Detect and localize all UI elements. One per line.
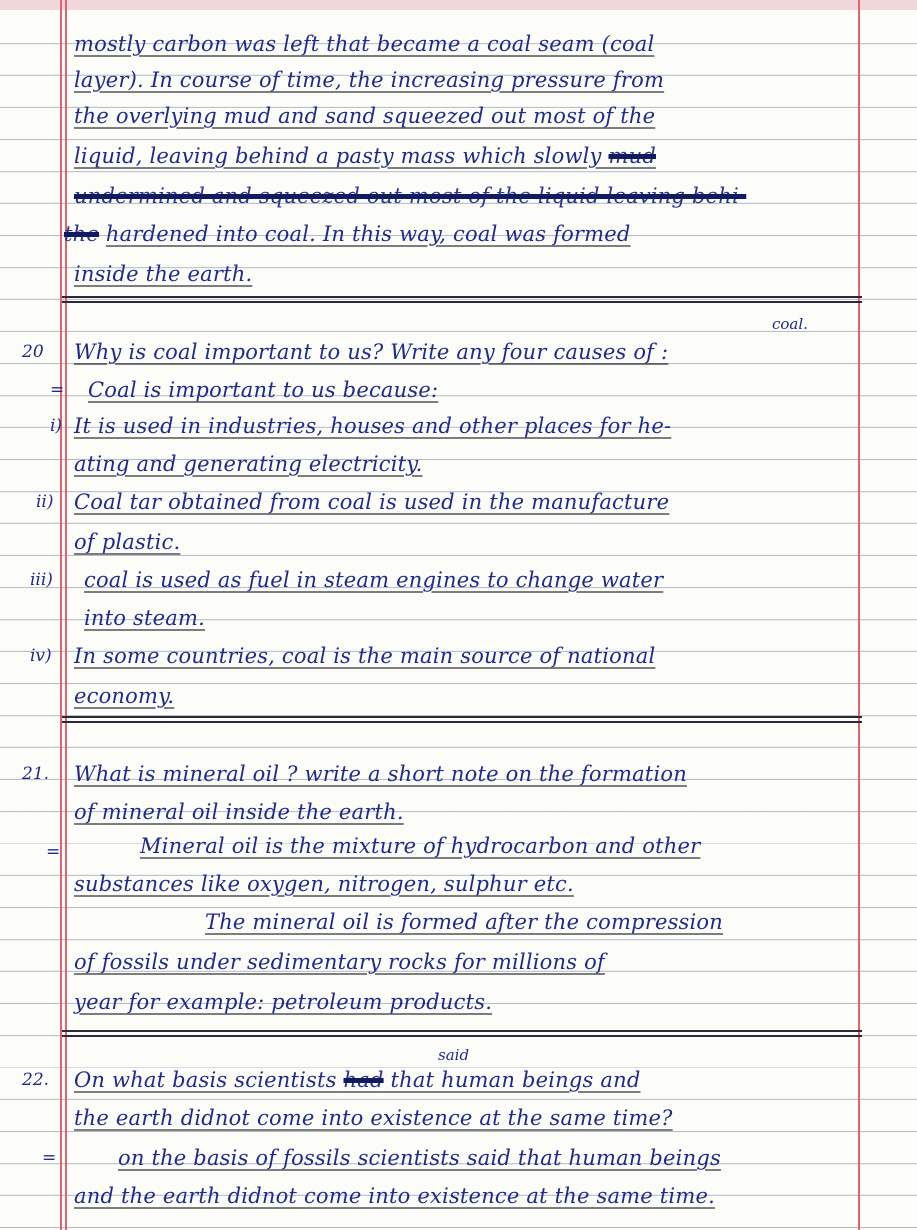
answer-mark: = [42, 1148, 57, 1168]
answer-text: year for example: petroleum products. [74, 990, 493, 1014]
text-line [64, 218, 631, 250]
text-segment: On what basis scientists [74, 1068, 337, 1092]
inserted-word: said [438, 1046, 470, 1064]
answer-text: Coal tar obtained from coal is used in the manufacture [74, 490, 670, 514]
question-text: Why is coal important to us? Write any four causes of : [74, 340, 669, 364]
margin-line-right [858, 0, 860, 1230]
question-text: What is mineral oil ? write a short note on the formation [74, 762, 687, 786]
answer-text: of plastic. [74, 530, 181, 554]
text-segment: that human beings and [390, 1068, 641, 1092]
answer-text: coal is used as fuel in steam engines to change water [84, 568, 664, 592]
question-number: 20 [22, 342, 44, 362]
answer-text: In some countries, coal is the main source of national [74, 644, 656, 668]
section-divider [62, 1035, 862, 1037]
section-divider [62, 296, 862, 298]
margin-line-left-2 [65, 0, 67, 1230]
struck-word: the [64, 222, 99, 246]
point-marker: ii) [36, 492, 54, 512]
point-marker: iii) [30, 570, 53, 590]
text-segment: liquid, leaving behind a pasty mass which slowly [74, 144, 602, 168]
answer-text: The mineral oil is formed after the compression [205, 910, 724, 934]
question-text [74, 1064, 640, 1096]
answer-text: It is used in industries, houses and other places for he- [74, 414, 672, 438]
answer-text: Coal is important to us because: [88, 378, 439, 402]
point-marker: i) [50, 416, 63, 436]
question-text: the earth didnot come into existence at the same time? [74, 1106, 673, 1130]
text-line [74, 140, 656, 172]
section-divider [62, 721, 862, 723]
answer-text: of fossils under sedimentary rocks for millions of [74, 950, 605, 974]
text-line: layer). In course of time, the increasing pressure from [74, 68, 665, 92]
text-segment: hardened into coal. In this way, coal was formed [105, 222, 631, 246]
answer-mark: = [50, 380, 65, 400]
text-line: mostly carbon was left that became a coal seam (coal [74, 32, 655, 56]
question-number: 22. [22, 1070, 50, 1090]
struck-line [74, 180, 746, 212]
answer-mark: = [46, 842, 61, 862]
answer-text: on the basis of fossils scientists said that human beings [118, 1146, 721, 1170]
section-divider [62, 1030, 862, 1032]
inserted-word: coal. [772, 315, 808, 333]
section-divider [62, 716, 862, 718]
answer-text: economy. [74, 684, 175, 708]
answer-text: and the earth didnot come into existence at the same time. [74, 1184, 715, 1208]
struck-word: mud [608, 144, 656, 168]
margin-line-left-1 [60, 0, 62, 1230]
answer-text: substances like oxygen, nitrogen, sulphur etc. [74, 872, 574, 896]
point-marker: iv) [30, 646, 52, 666]
text-line: the overlying mud and sand squeezed out most of the [74, 104, 656, 128]
section-divider [62, 301, 862, 303]
answer-text: Mineral oil is the mixture of hydrocarbon and other [140, 834, 701, 858]
struck-word: had [343, 1068, 384, 1092]
text-line: inside the earth. [74, 262, 253, 286]
struck-text: undermined and squeezed out most of the liquid leaving behi- [74, 184, 747, 208]
question-number: 21. [22, 764, 50, 784]
page-top-edge [0, 0, 917, 10]
answer-text: into steam. [84, 606, 205, 630]
question-text: of mineral oil inside the earth. [74, 800, 404, 824]
answer-text: ating and generating electricity. [74, 452, 423, 476]
